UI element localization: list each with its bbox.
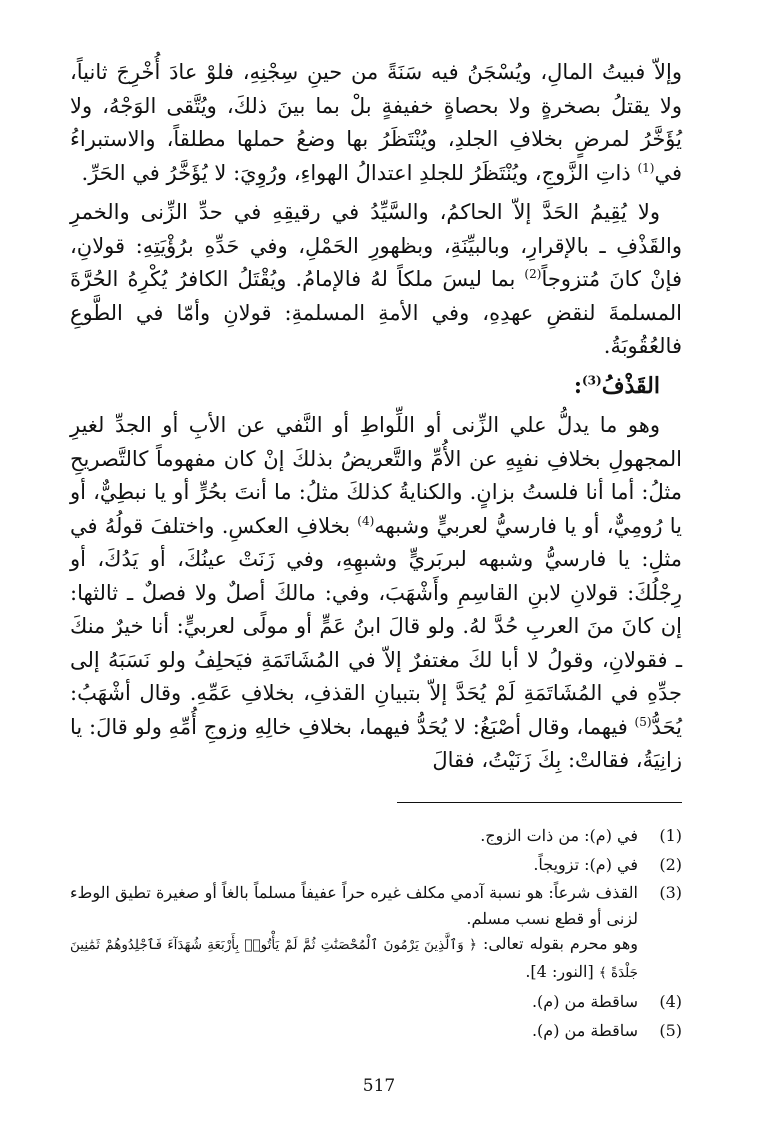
footnote-item (70, 880, 682, 986)
main-text (70, 56, 682, 784)
footnote-quran-line: وهو محرم بقوله تعالى: ﴿ وَٱلَّذِينَ يَرْمُونَ ٱلْمُحْصَنَٰتِ ثُمَّ لَمْ يَأْتُوا۟ بِأَرْبَعَةِ شُهَدَآءَ فَٱجْلِدُوهُمْ ثَمَٰنِينَ جَلْدَةً ﴾ [النور: 4]. (70, 934, 639, 981)
footnote-item (70, 1018, 682, 1044)
footnote-marker: (1) (637, 160, 655, 175)
section-heading: القَذْفُ$^{(3)}$: (573, 372, 660, 399)
footnote-item (70, 823, 682, 849)
footnote-text: ساقطة من (م). (531, 1020, 638, 1040)
footnote-text: ساقطة من (م). (531, 992, 638, 1011)
footnote-marker: (2) (524, 267, 542, 281)
footnote-marker: (5) (634, 714, 652, 729)
page-number: 517 (362, 1076, 396, 1096)
footnote-number: (5) (659, 1020, 682, 1040)
paragraph: وهو ما يدلُّ علي الزِّنى أو اللِّواطِ أو النَّفي عن الأبِ أو الجدِّ لغيرِ المجهولِ بخلافِ نفيِهِ عن الأُمِّ والتَّعريضُ بذلكَ إنْ كان مفهوماً كالتَّصريحِ مثلُ: أما أنا فلستُ بزانٍ. والكنايةُ كذلكَ مثلُ: ما أنتَ بحُرٍّ أو يا نبطِيٌّ، أو يا رُومِيٌّ، أو يا فارسيُّ لعربيٍّ وشبهه$^{(4)}$ بخلافِ العكسِ. واختلفَ قولُهُ في مثلِ: يا فارسيُّ وشبهه لبربَريٍّ وشبهِهِ، وفي زَنَتْ عينُكَ، أو يَدُكَ، أو رِجْلُكَ: قولانِ لابنِ القاسِمِ وأَشْهَبَ، وفي: مالكَ أصلٌ ولا فصلٌ ـ ثالثها: إن كانَ منَ العربِ حُدَّ لهُ. ولو قالَ ابنُ عَمٍّ أو مولًى لعربيٍّ: أنا خيرٌ منكَ ـ فقولانِ، وقولُ لا أبا لكَ مغتفرٌ إلاّ في المُشَاتَمَةِ فيَحلِفُ ولو نَسَبَهُ إلى جدِّهِ في المُشَاتَمَةِ لَمْ يُحَدَّ إلاّ بتبيانِ القذفِ، بخلافِ عَمِّهِ. وقال أشْهَبُ: يُحَدُّ$^{(5)}$ فيهما، وقال أصْبَغُ: لا يُحَدُّ فيهما، بخلافِ خالِهِ وزوجِ أُمِّهِ ولو قالَ: يا زانِيَةُ، فقالتْ: بِكَ زَنَيْتُ، فقالَ (70, 413, 682, 772)
footnote-number: (2) (659, 854, 682, 874)
verse-reference: [النور: 4]. (525, 961, 594, 981)
paragraph: وإلاّ فبيتُ المالِ، ويُسْجَنُ فيه سَنَةً من حينِ سِجْنِهِ، فلوْ عادَ أُخْرِجَ ثانياً، ولا يقتلُ بصخرةٍ ولا بحصاةٍ خفيفةٍ بلْ بما بينَ ذلكَ، ويُتَّقى الوَجْهُ، ولا يُؤَخَّرُ لمرضٍ بخلافِ الجلدِ، ويُنْتَظَرُ بها وضعُ حملها مطلقاً، والاستبراءُ في$^{(1)}$ ذاتِ الزَّوجِ، ويُنْتَظَرُ للجلدِ اعتدالُ الهواءِ، ورُوِيَ: لا يُؤَخَّرُ في الحَرِّ. (70, 60, 682, 185)
footnote-number: (4) (659, 992, 682, 1011)
quran-verse: ﴿ وَٱلَّذِينَ يَرْمُونَ ٱلْمُحْصَنَٰتِ ثُمَّ لَمْ يَأْتُوا۟ بِأَرْبَعَةِ شُهَدَآءَ فَٱجْلِدُوهُمْ ثَمَٰنِينَ جَلْدَةً ﴾ (70, 937, 638, 981)
footnote-marker: (3) (581, 373, 602, 388)
paragraph: ولا يُقِيمُ الحَدَّ إلاّ الحاكمُ، والسَّيِّدُ في رقيقِهِ في حدِّ الزِّنى والخمرِ والقَذْفِ ـ بالإقرارِ، وبالبيِّنَةِ، وبظهورِ الحَمْلِ، وفي حَدِّهِ برُؤْيَتِهِ: قولانِ، فإنْ كانَ مُتزوجاً$^{(2)}$ بما ليسَ ملكاً لهُ فالإمامُ. ويُقْتَلُ الكافرُ يُكْرِهُ الحُرَّةَ المسلمةَ لنقضِ عهدِهِ، وفي الأمةِ المسلمةِ: قولانِ وأمّا في الطَّوعِ فالعُقُوبَةُ. (70, 200, 682, 358)
footnote-text: في (م): تزويجاً. (533, 854, 638, 874)
footnote-item (70, 852, 682, 878)
footnote-item (70, 989, 682, 1015)
footnote-text: في (م): من ذات الزوج. (480, 826, 638, 845)
footnotes (70, 823, 682, 1046)
footnote-text (70, 880, 638, 986)
footnote-definition: القذف شرعاً: هو نسبة آدمي مكلف غيره حراً عفيفاً مسلماً بالغاً أو صغيرة تطيق الوطء لزنى أو قطع نسب مسلم. (70, 883, 638, 928)
footnote-number: (1) (659, 826, 682, 845)
footnote-marker: (4) (357, 513, 375, 528)
footnote-divider (397, 802, 682, 803)
footnote-number: (3) (659, 883, 682, 902)
